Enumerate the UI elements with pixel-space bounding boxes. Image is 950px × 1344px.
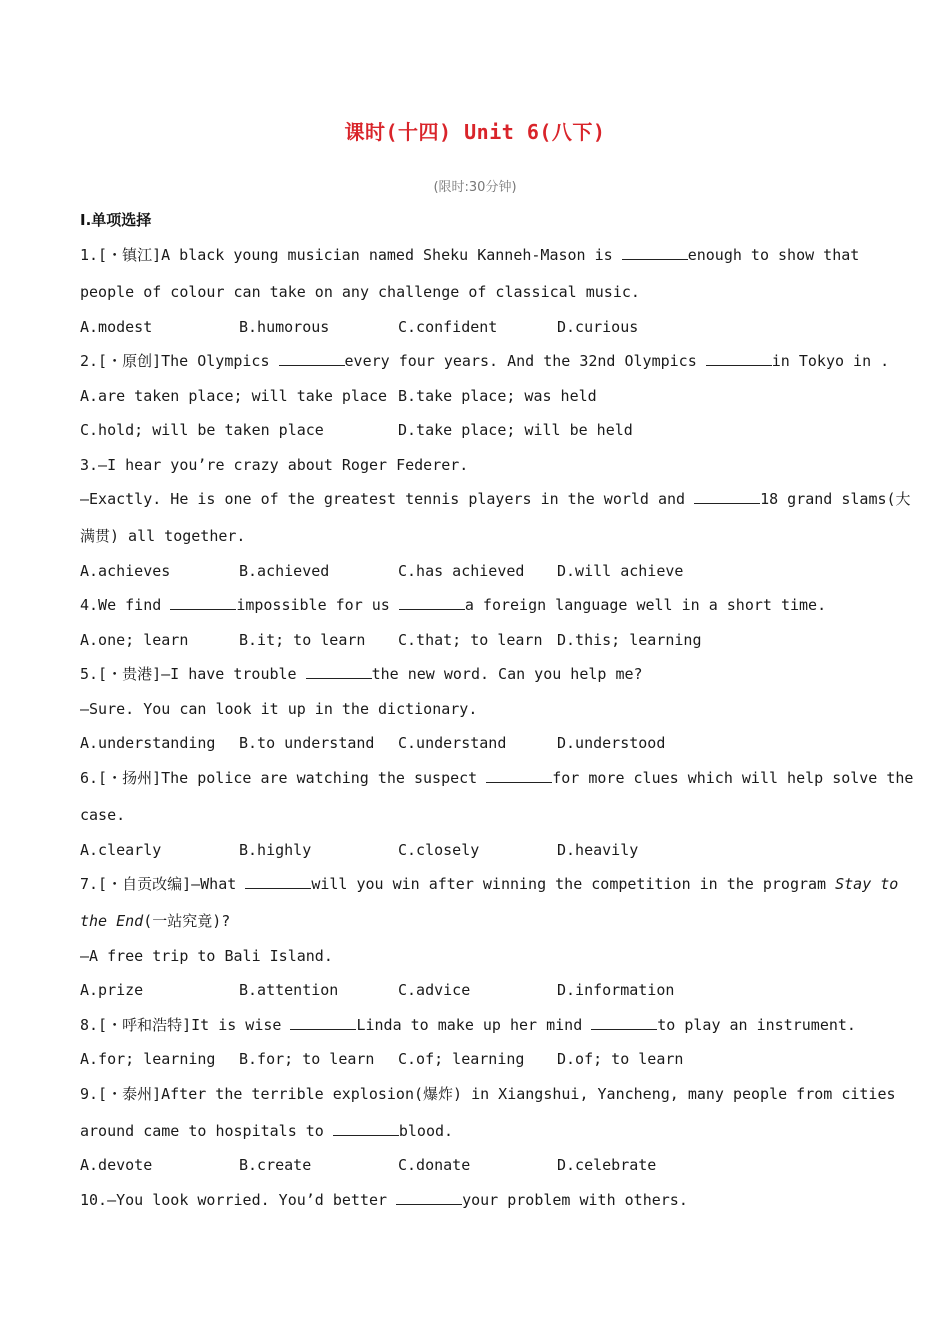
question-7-line-3: —A free trip to Bali Island.: [80, 947, 333, 965]
answer-blank: [622, 245, 688, 260]
option-a: A.devote: [80, 1156, 153, 1174]
option-b: B.attention: [239, 981, 339, 999]
option-b: B.create: [239, 1156, 312, 1174]
section-title: Ⅰ.单项选择: [80, 211, 152, 229]
option-a: A.understanding: [80, 734, 216, 752]
question-6-line-1: 6.[・扬州]The police are watching the suspect for more clues which will help solve the: [80, 769, 914, 787]
option-a: A.prize: [80, 981, 144, 999]
option-d: D.will achieve: [557, 562, 684, 580]
option-b: B.achieved: [239, 562, 330, 580]
question-9-line-2: around came to hospitals to blood.: [80, 1122, 454, 1140]
option-b: B.take place; was held: [398, 387, 597, 405]
question-9-line-1: 9.[・泰州]After the terrible explosion(爆炸) in Xiangshui, Yancheng, many people from cities: [80, 1085, 896, 1103]
answer-blank: [396, 1190, 462, 1205]
option-d: D.curious: [557, 318, 639, 336]
option-c: C.hold; will be taken place: [80, 421, 324, 439]
question-2-line-1: 2.[・原创]The Olympics every four years. And the 32nd Olympics in Tokyo in .: [80, 352, 890, 370]
answer-blank: [290, 1015, 356, 1030]
option-c: C.has achieved: [398, 562, 525, 580]
question-10-line-1: 10.—You look worried. You’d better your problem with others.: [80, 1191, 688, 1209]
question-1-line-1: 1.[・镇江]A black young musician named Sheku Kanneh-Mason is enough to show that: [80, 246, 860, 264]
option-d: D.understood: [557, 734, 666, 752]
answer-blank: [591, 1015, 657, 1030]
answer-blank: [245, 874, 311, 889]
answer-blank: [694, 489, 760, 504]
option-c: C.confident: [398, 318, 498, 336]
page-title: 课时(十四) Unit 6(八下): [344, 120, 606, 144]
question-1-line-2: people of colour can take on any challenge of classical music.: [80, 283, 640, 301]
option-d: D.celebrate: [557, 1156, 657, 1174]
question-3-line-3: 满贯) all together.: [80, 527, 246, 545]
answer-blank: [706, 351, 772, 366]
option-d: D.information: [557, 981, 675, 999]
option-c: C.closely: [398, 841, 480, 859]
answer-blank: [333, 1121, 399, 1136]
answer-blank: [306, 664, 372, 679]
option-c: C.understand: [398, 734, 507, 752]
answer-blank: [279, 351, 345, 366]
option-c: C.donate: [398, 1156, 471, 1174]
question-8-line-1: 8.[・呼和浩特]It is wise Linda to make up her mind to play an instrument.: [80, 1016, 856, 1034]
option-b: B.for; to learn: [239, 1050, 375, 1068]
option-b: B.it; to learn: [239, 631, 366, 649]
option-c: C.of; learning: [398, 1050, 525, 1068]
option-d: D.of; to learn: [557, 1050, 684, 1068]
answer-blank: [486, 768, 552, 783]
option-a: A.for; learning: [80, 1050, 216, 1068]
question-6-line-2: case.: [80, 806, 126, 824]
option-c: C.that; to learn: [398, 631, 543, 649]
question-3-line-1: 3.—I hear you’re crazy about Roger Federer.: [80, 456, 469, 474]
option-c: C.advice: [398, 981, 471, 999]
option-b: B.to understand: [239, 734, 375, 752]
answer-blank: [399, 595, 465, 610]
option-d: D.this; learning: [557, 631, 702, 649]
option-a: A.one; learn: [80, 631, 189, 649]
option-a: A.achieves: [80, 562, 171, 580]
option-d: D.take place; will be held: [398, 421, 633, 439]
question-4-line-1: 4.We find impossible for us a foreign language well in a short time.: [80, 596, 827, 614]
option-a: A.modest: [80, 318, 153, 336]
time-limit: (限时:30分钟): [433, 180, 517, 195]
question-7-line-2: the End(一站究竟)?: [80, 912, 231, 930]
question-5-line-1: 5.[・贵港]—I have trouble the new word. Can you help me?: [80, 665, 643, 683]
question-5-line-2: —Sure. You can look it up in the dictionary.: [80, 700, 478, 718]
option-a: A.are taken place; will take place: [80, 387, 388, 405]
option-b: B.humorous: [239, 318, 330, 336]
option-a: A.clearly: [80, 841, 162, 859]
question-7-line-1: 7.[・自贡改编]—What will you win after winning the competition in the program Stay to: [80, 875, 899, 893]
answer-blank: [170, 595, 236, 610]
option-d: D.heavily: [557, 841, 639, 859]
question-3-line-2: —Exactly. He is one of the greatest tennis players in the world and 18 grand slams(大: [80, 490, 911, 508]
option-b: B.highly: [239, 841, 312, 859]
